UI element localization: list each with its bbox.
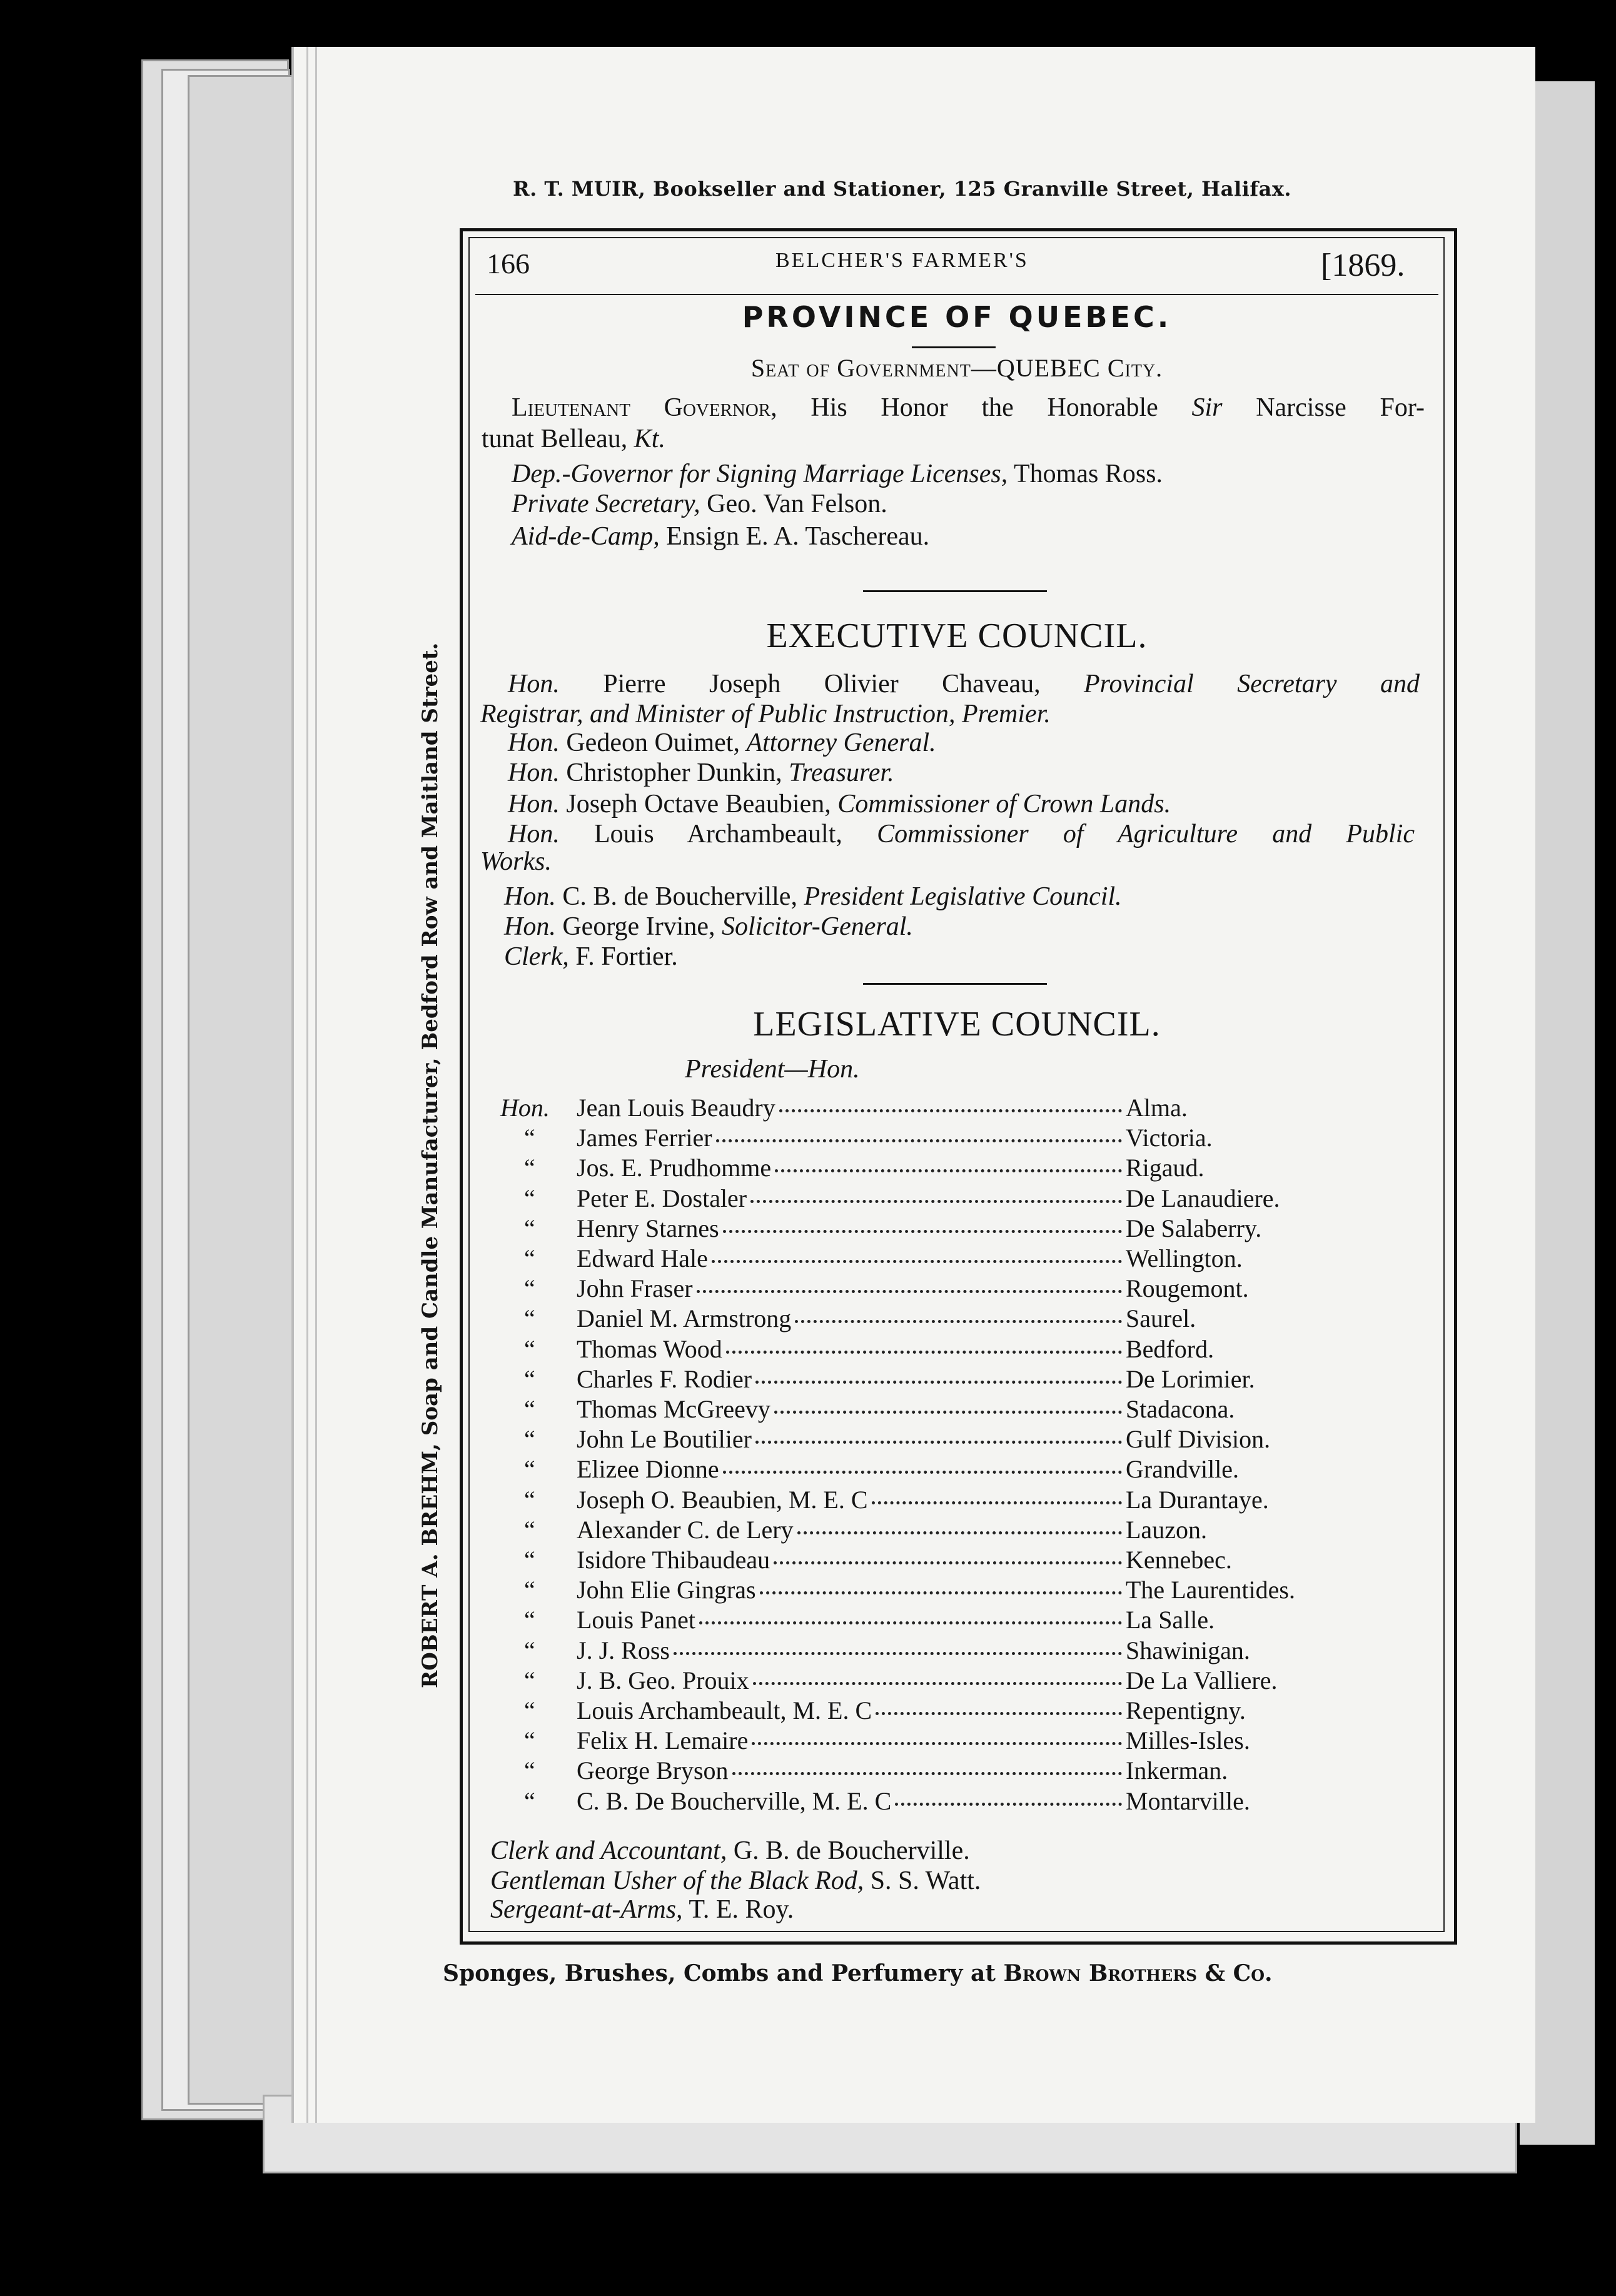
member-row — [500, 1485, 1376, 1515]
member-name: James Ferrier — [577, 1124, 712, 1152]
ditto-mark: “ — [524, 1696, 535, 1725]
member-row — [500, 1454, 1376, 1484]
executive-line — [508, 789, 1171, 819]
member-division: Wellington. — [1126, 1244, 1243, 1272]
member-name: Gedeon Ouimet, — [566, 728, 740, 757]
member-name: C. B. De Boucherville, M. E. C — [577, 1786, 892, 1815]
member-row — [500, 1605, 1376, 1635]
page-number: 166 — [487, 248, 530, 279]
member-name: Elizee Dionne — [577, 1455, 719, 1484]
member-name: Pierre Joseph Olivier Chaveau, — [603, 670, 1041, 698]
hon-prefix: Hon. — [500, 1094, 550, 1122]
member-row — [500, 1364, 1376, 1394]
usher-line — [490, 1866, 981, 1896]
ditto-mark: “ — [524, 1636, 535, 1664]
leader-dots — [779, 1109, 1122, 1112]
member-role: Commissioner of Agriculture and Public — [877, 820, 1415, 848]
member-name: Louis Archambeault, M. E. C — [577, 1696, 872, 1725]
member-row — [500, 1726, 1376, 1756]
leader-dots — [732, 1772, 1122, 1775]
member-row — [500, 1636, 1376, 1666]
member-division: Rougemont. — [1126, 1274, 1249, 1303]
member-row — [500, 1093, 1376, 1123]
leader-dots — [674, 1652, 1122, 1655]
ditto-mark: “ — [524, 1726, 535, 1755]
member-name: J. J. Ross — [577, 1636, 670, 1664]
member-role: Registrar, and Minister of Public Instruction, Premier. — [480, 700, 1051, 728]
seat-label: Seat of Government — [750, 354, 971, 382]
ditto-mark: “ — [524, 1154, 535, 1182]
member-name: George Irvine, — [562, 912, 715, 941]
member-name: Joseph Octave Beaubien, — [566, 790, 831, 818]
member-role: Provincial Secretary and — [1084, 670, 1420, 698]
member-row — [500, 1515, 1376, 1545]
member-name: Felix H. Lemaire — [577, 1726, 749, 1755]
executive-line — [508, 728, 936, 758]
member-division: Montarville. — [1126, 1786, 1250, 1815]
leader-dots — [876, 1712, 1122, 1715]
executive-line — [504, 912, 913, 942]
member-name: John Elie Gingras — [577, 1576, 756, 1604]
member-role: Solicitor-General. — [721, 912, 913, 941]
member-division: Gulf Division. — [1126, 1425, 1271, 1454]
section-divider — [863, 590, 1047, 592]
member-row — [500, 1274, 1376, 1304]
member-name: Jos. E. Prudhomme — [577, 1154, 772, 1182]
clerk-accountant-line — [490, 1836, 970, 1866]
running-head-advert: R. T. MUIR, Bookseller and Stationer, 125 Granville Street, Halifax. — [513, 177, 1292, 201]
leader-dots — [760, 1591, 1122, 1594]
member-name: George Bryson — [577, 1756, 729, 1785]
executive-clerk-line — [504, 942, 678, 972]
member-name: Henry Starnes — [577, 1214, 719, 1242]
foot-firm: Brown Brothers & Co. — [1003, 1960, 1273, 1986]
executive-line — [504, 882, 1122, 912]
member-row — [500, 1153, 1376, 1183]
book-title: BELCHER'S FARMER'S — [775, 249, 1029, 272]
title-underline — [912, 346, 996, 348]
ditto-mark: “ — [524, 1274, 535, 1303]
leader-dots — [872, 1501, 1122, 1504]
member-name: Christopher Dunkin, — [566, 758, 782, 787]
member-name: John Fraser — [577, 1274, 693, 1303]
ps-value: Geo. Van Felson. — [707, 490, 887, 518]
leader-dots — [699, 1621, 1122, 1624]
lg-text: His Honor the Honorable — [811, 393, 1158, 422]
member-division: De Salaberry. — [1126, 1214, 1262, 1242]
member-row — [500, 1334, 1376, 1364]
member-role: Treasurer. — [789, 758, 894, 787]
leader-dots — [723, 1230, 1122, 1233]
executive-line — [480, 847, 552, 877]
ditto-mark: “ — [524, 1515, 535, 1544]
member-name: Louis Panet — [577, 1606, 695, 1634]
member-division: Alma. — [1126, 1094, 1188, 1122]
clerk-label: Clerk, — [504, 942, 569, 971]
dep-value: Thomas Ross. — [1014, 460, 1163, 488]
ditto-mark: “ — [524, 1184, 535, 1212]
executive-council-title: EXECUTIVE COUNCIL. — [766, 617, 1148, 655]
member-row — [500, 1756, 1376, 1786]
leader-dots — [795, 1320, 1122, 1323]
ps-label: Private Secretary, — [512, 490, 700, 518]
member-name: Joseph O. Beaubien, M. E. C — [577, 1485, 868, 1514]
leader-dots — [723, 1471, 1122, 1474]
ditto-mark: “ — [524, 1455, 535, 1484]
hon-prefix: Hon. — [508, 670, 560, 698]
legislative-council-title: LEGISLATIVE COUNCIL. — [753, 1005, 1161, 1044]
member-division: Grandville. — [1126, 1455, 1240, 1484]
member-name: J. B. Geo. Prouix — [577, 1666, 749, 1694]
member-name: Jean Louis Beaudry — [577, 1094, 775, 1122]
president-line — [685, 1054, 860, 1084]
member-role: Commissioner of Crown Lands. — [837, 790, 1171, 818]
member-name: Charles F. Rodier — [577, 1364, 752, 1393]
member-name: Isidore Thibaudeau — [577, 1546, 770, 1574]
member-row — [500, 1545, 1376, 1575]
member-row — [500, 1575, 1376, 1605]
member-role: President Legislative Council. — [804, 882, 1122, 911]
sergeant-label: Sergeant-at-Arms, — [490, 1895, 683, 1924]
leader-dots — [716, 1139, 1122, 1142]
hon-prefix: Hon. — [508, 790, 560, 818]
aide-de-camp-line — [512, 521, 929, 551]
hon-prefix: Hon. — [504, 912, 556, 941]
leader-dots — [697, 1290, 1122, 1293]
member-row — [500, 1184, 1376, 1214]
leader-dots — [755, 1381, 1122, 1384]
executive-line — [508, 669, 1420, 699]
ditto-mark: “ — [524, 1666, 535, 1694]
member-division: La Salle. — [1126, 1606, 1215, 1634]
member-name: Thomas Wood — [577, 1334, 722, 1363]
member-row — [500, 1424, 1376, 1454]
member-name: Thomas McGreevy — [577, 1395, 770, 1423]
sergeant-value: T. E. Roy. — [689, 1895, 794, 1924]
member-division: De Lanaudiere. — [1126, 1184, 1280, 1212]
side-margin-advert: ROBERT A. BREHM, Soap and Candle Manufacturer, Bedford Row and Maitland Street. — [418, 642, 443, 1688]
leader-dots — [775, 1169, 1122, 1172]
hon-prefix: Hon. — [504, 882, 556, 911]
ditto-mark: “ — [524, 1425, 535, 1454]
member-row — [500, 1786, 1376, 1816]
member-row — [500, 1666, 1376, 1696]
ditto-mark: “ — [524, 1485, 535, 1514]
ditto-mark: “ — [524, 1786, 535, 1815]
member-division: The Laurentides. — [1126, 1576, 1295, 1604]
ditto-mark: “ — [524, 1244, 535, 1272]
leader-dots — [752, 1742, 1122, 1745]
clerk-label: Clerk and Accountant, — [490, 1836, 727, 1865]
member-division: Rigaud. — [1126, 1154, 1204, 1182]
member-division: De La Valliere. — [1126, 1666, 1278, 1694]
member-division: Bedford. — [1126, 1334, 1215, 1363]
section-divider — [863, 983, 1047, 985]
member-role: Attorney General. — [746, 728, 936, 757]
page-stack-edge — [188, 75, 298, 2105]
ditto-mark: “ — [524, 1606, 535, 1634]
deputy-governor-line — [512, 459, 1163, 489]
member-row — [500, 1214, 1376, 1244]
ditto-mark: “ — [524, 1756, 535, 1785]
leader-dots — [774, 1411, 1122, 1414]
member-division: De Lorimier. — [1126, 1364, 1255, 1393]
foot-text: Sponges, Brushes, Combs and Perfumery at — [443, 1960, 996, 1986]
hon-prefix: Hon. — [508, 758, 560, 787]
ditto-mark: “ — [524, 1304, 535, 1333]
seat-value: —QUEBEC City. — [971, 354, 1163, 382]
member-division: Lauzon. — [1126, 1515, 1207, 1544]
private-secretary-line — [512, 489, 887, 519]
ditto-mark: “ — [524, 1546, 535, 1574]
lg-name: tunat Belleau, — [482, 425, 628, 453]
leader-dots — [797, 1531, 1122, 1534]
leader-dots — [755, 1441, 1122, 1444]
executive-line — [508, 819, 1415, 849]
page-year: [1869. — [1321, 248, 1405, 283]
member-role: Works. — [480, 847, 552, 876]
member-name: C. B. de Boucherville, — [562, 882, 797, 911]
member-division: Stadacona. — [1126, 1395, 1235, 1423]
member-division: Saurel. — [1126, 1304, 1196, 1333]
header-rule — [475, 294, 1438, 295]
member-name: John Le Boutilier — [577, 1425, 752, 1454]
member-division: Shawinigan. — [1126, 1636, 1250, 1664]
ditto-mark: “ — [524, 1334, 535, 1363]
usher-label: Gentleman Usher of the Black Rod, — [490, 1866, 864, 1895]
executive-line — [480, 699, 1051, 729]
member-row — [500, 1304, 1376, 1334]
member-name: Edward Hale — [577, 1244, 708, 1272]
province-title: PROVINCE OF QUEBEC. — [742, 300, 1172, 334]
lg-kt: Kt. — [634, 425, 665, 453]
seat-of-government — [475, 353, 1438, 383]
president-label: President—Hon. — [685, 1055, 860, 1084]
ditto-mark: “ — [524, 1576, 535, 1604]
leader-dots — [712, 1260, 1122, 1263]
running-foot-advert — [443, 1960, 1443, 1986]
leader-dots — [750, 1200, 1122, 1203]
member-division: La Durantaye. — [1126, 1485, 1269, 1514]
member-row — [500, 1123, 1376, 1153]
lieutenant-governor-line-2 — [482, 424, 665, 454]
lieutenant-governor-line — [512, 393, 1425, 423]
clerk-value: G. B. de Boucherville. — [733, 1836, 970, 1865]
leader-dots — [895, 1803, 1122, 1806]
member-name: Louis Archambeault, — [594, 820, 842, 848]
member-name: Peter E. Dostaler — [577, 1184, 747, 1212]
adc-value: Ensign E. A. Taschereau. — [666, 522, 930, 551]
clerk-value: F. Fortier. — [575, 942, 678, 971]
member-division: Victoria. — [1126, 1124, 1213, 1152]
leader-dots — [726, 1351, 1122, 1354]
lg-text-cont: Narcisse For- — [1256, 393, 1425, 422]
hon-prefix: Hon. — [508, 820, 560, 848]
member-row — [500, 1244, 1376, 1274]
leader-dots — [753, 1682, 1122, 1685]
usher-value: S. S. Watt. — [870, 1866, 981, 1895]
member-name: Alexander C. de Lery — [577, 1515, 794, 1544]
ditto-mark: “ — [524, 1124, 535, 1152]
member-row — [500, 1394, 1376, 1424]
lg-sir: Sir — [1191, 393, 1223, 422]
ditto-mark: “ — [524, 1214, 535, 1242]
dep-label: Dep.-Governor for Signing Marriage Licenses, — [512, 460, 1008, 488]
adc-label: Aid-de-Camp, — [512, 522, 660, 551]
ditto-mark: “ — [524, 1364, 535, 1393]
sergeant-line — [490, 1895, 794, 1925]
executive-line — [508, 758, 894, 788]
ditto-mark: “ — [524, 1395, 535, 1423]
member-row — [500, 1696, 1376, 1726]
member-division: Inkerman. — [1126, 1756, 1228, 1785]
leader-dots — [774, 1561, 1122, 1564]
member-division: Milles-Isles. — [1126, 1726, 1250, 1755]
member-division: Kennebec. — [1126, 1546, 1232, 1574]
member-division: Repentigny. — [1126, 1696, 1246, 1725]
hon-prefix: Hon. — [508, 728, 560, 757]
member-name: Daniel M. Armstrong — [577, 1304, 792, 1333]
lg-label: Lieutenant Governor, — [512, 393, 777, 422]
